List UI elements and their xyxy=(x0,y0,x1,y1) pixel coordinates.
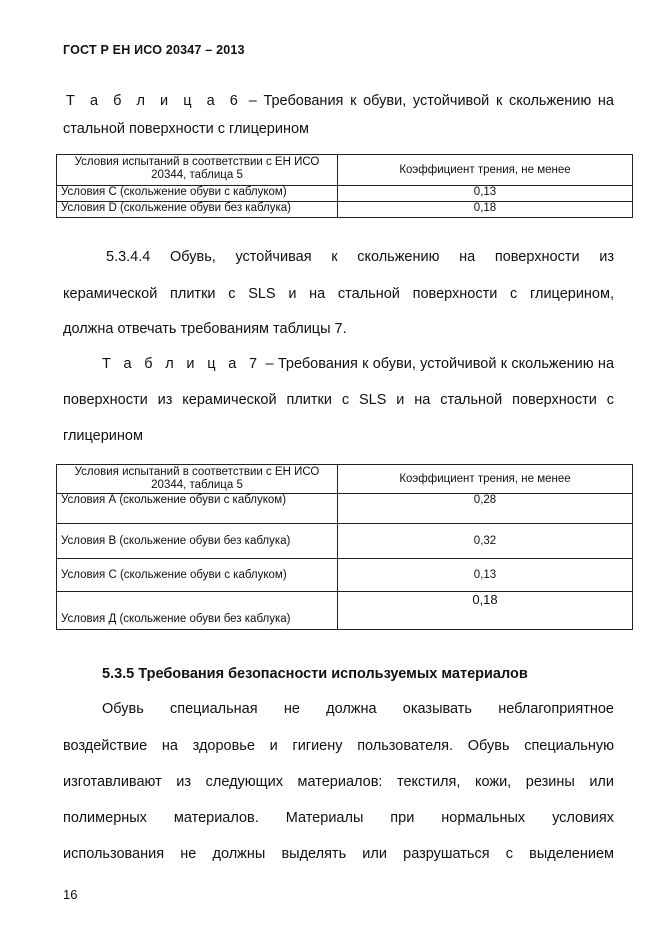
table-7 xyxy=(56,464,633,630)
table7-row2-condition: Условия В (скольжение обуви без каблука) xyxy=(57,524,338,559)
table7-row4-value: 0,18 xyxy=(338,592,633,630)
para-5344-line1: 5.3.4.4 Обувь, устойчивая к скольжению на поверхности из xyxy=(106,249,614,265)
para-5344-line3: должна отвечать требованиям таблицы 7. xyxy=(63,321,347,337)
section-535-title: 5.3.5 Требования безопасности используемых материалов xyxy=(102,666,528,682)
table-6 xyxy=(56,154,633,218)
section-535-line2: воздействие на здоровье и гигиену пользователя. Обувь специальную xyxy=(63,738,614,754)
table6-col1-header: Условия испытаний в соответствии с ЕН ИСО 20344, таблица 5 xyxy=(57,155,338,186)
document-header: ГОСТ Р ЕН ИСО 20347 – 2013 xyxy=(63,43,245,57)
table-row xyxy=(57,494,633,524)
table7-header-row xyxy=(57,465,633,494)
table-row xyxy=(57,559,633,592)
section-535-line1: Обувь специальная не должна оказывать неблагоприятное xyxy=(102,701,614,717)
table-row xyxy=(57,592,633,630)
table6-row1-condition: Условия С (скольжение обуви с каблуком) xyxy=(57,186,338,202)
table7-caption-text: – Требования к обуви, устойчивой к скольжению на xyxy=(265,356,615,372)
table6-caption-line2: стальной поверхности с глицерином xyxy=(63,121,309,137)
table6-caption-label: Т а б л и ц а 6 xyxy=(66,93,243,109)
table7-caption-line3: глицерином xyxy=(63,428,143,444)
table7-row3-value: 0,13 xyxy=(338,559,633,592)
section-535-line5: использования не должны выделять или разрушаться с выделением xyxy=(63,846,614,862)
table6-caption-text: – Требования к обуви, устойчивой к скольжению на xyxy=(248,93,614,109)
table7-row4-condition: Условия Д (скольжение обуви без каблука) xyxy=(57,592,338,630)
table7-col2-header: Коэффициент трения, не менее xyxy=(338,465,633,494)
table-row xyxy=(57,202,633,218)
table6-caption-line1 xyxy=(66,93,614,110)
table7-caption-line2: поверхности из керамической плитки с SLS и на стальной поверхности с xyxy=(63,392,614,408)
table7-caption-line1 xyxy=(102,356,614,373)
table7-col1-header: Условия испытаний в соответствии с ЕН ИСО 20344, таблица 5 xyxy=(57,465,338,494)
table6-header-row xyxy=(57,155,633,186)
section-535-line3: изготавливают из следующих материалов: текстиля, кожи, резины или xyxy=(63,774,614,790)
table7-row3-condition: Условия С (скольжение обуви с каблуком) xyxy=(57,559,338,592)
table7-row1-condition: Условия А (скольжение обуви с каблуком) xyxy=(57,494,338,524)
table6-row2-condition: Условия D (скольжение обуви без каблука) xyxy=(57,202,338,218)
table7-row2-value: 0,32 xyxy=(338,524,633,559)
para-5344-line2: керамической плитки с SLS и на стальной поверхности с глицерином, xyxy=(63,286,614,302)
table-row xyxy=(57,186,633,202)
table6-row1-value: 0,13 xyxy=(338,186,633,202)
table-row xyxy=(57,524,633,559)
table7-row1-value: 0,28 xyxy=(338,494,633,524)
table7-caption-label: Т а б л и ц а 7 xyxy=(102,356,262,372)
table6-row2-value: 0,18 xyxy=(338,202,633,218)
section-535-line4: полимерных материалов. Материалы при нормальных условиях xyxy=(63,810,614,826)
table6-col2-header: Коэффициент трения, не менее xyxy=(338,155,633,186)
page-number: 16 xyxy=(63,887,78,902)
